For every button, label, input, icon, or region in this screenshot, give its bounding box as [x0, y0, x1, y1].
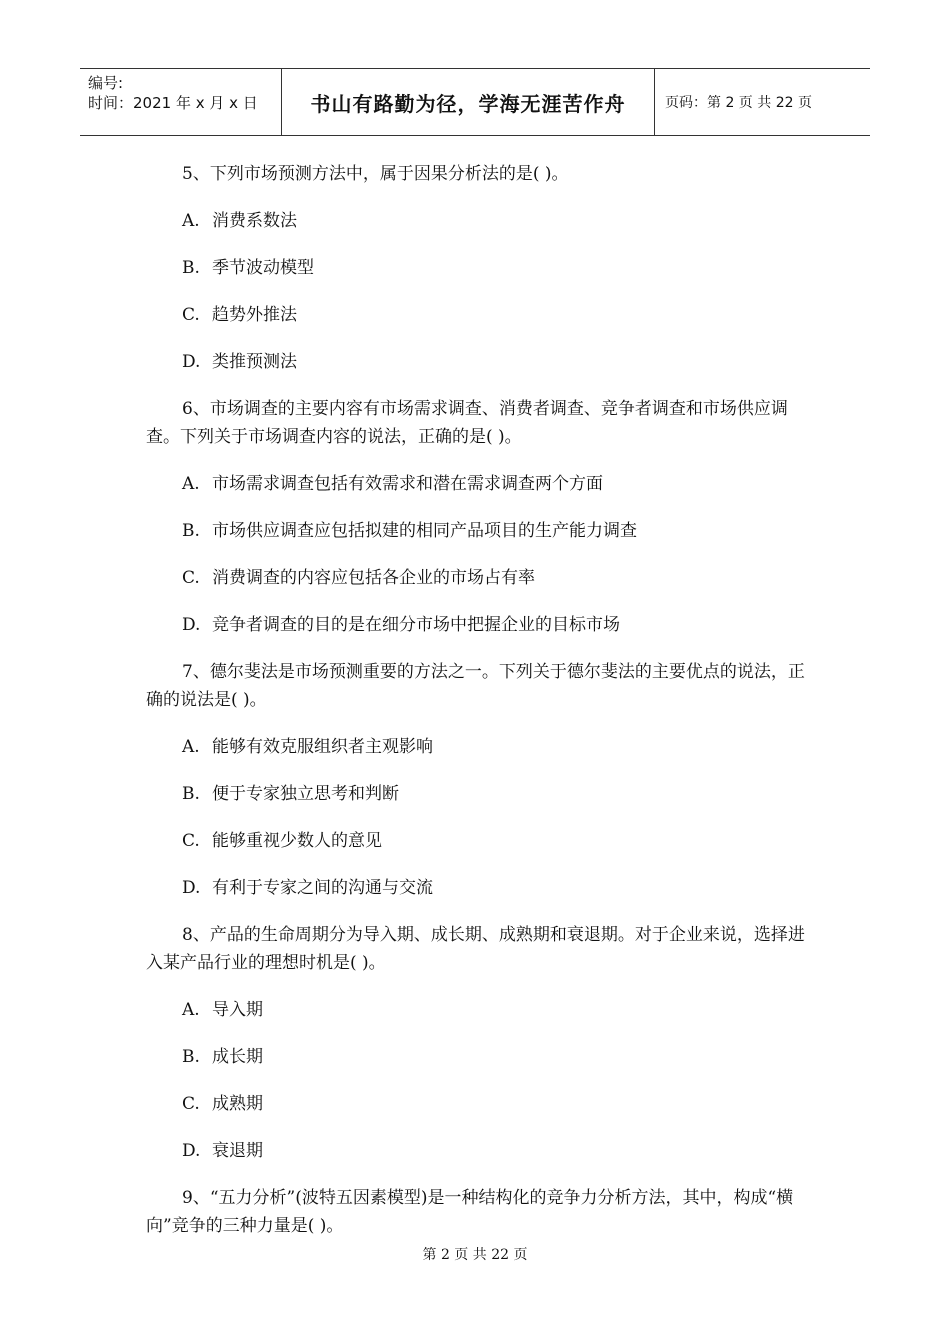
question-stem: 5、下列市场预测方法中，属于因果分析法的是( )。	[182, 164, 569, 184]
option-text: 便于专家独立思考和判断	[212, 784, 399, 804]
option-d	[146, 611, 816, 639]
option-letter: D.	[182, 352, 201, 372]
option-a	[146, 996, 816, 1024]
question-7	[146, 658, 816, 902]
option-d	[146, 1137, 816, 1165]
option-text: 季节波动模型	[212, 258, 314, 278]
question-8	[146, 921, 816, 1165]
option-letter: A.	[182, 211, 200, 231]
option-text: 成长期	[212, 1047, 263, 1067]
option-text: 趋势外推法	[212, 305, 297, 325]
option-d	[146, 348, 816, 376]
page-header	[80, 68, 870, 136]
option-text: 消费系数法	[212, 211, 297, 231]
option-letter: D.	[182, 1141, 201, 1161]
document-number-label: 编号:	[88, 74, 124, 92]
option-letter: D.	[182, 615, 201, 635]
document-body	[146, 150, 816, 1240]
header-motto: 书山有路勤为径，学海无涯苦作舟	[282, 69, 655, 135]
page-footer: 第 2 页 共 22 页	[422, 1247, 528, 1263]
option-letter: C.	[182, 831, 200, 851]
option-text: 能够重视少数人的意见	[212, 831, 382, 851]
option-letter: C.	[182, 1094, 200, 1114]
option-letter: B.	[182, 521, 200, 541]
header-info	[80, 69, 282, 135]
option-letter: B.	[182, 1047, 200, 1067]
question-9	[146, 1184, 816, 1240]
question-stem: 7、德尔斐法是市场预测重要的方法之一。下列关于德尔斐法的主要优点的说法，正确的说法是( )。	[146, 662, 805, 710]
option-letter: C.	[182, 568, 200, 588]
option-c	[146, 564, 816, 592]
option-text: 市场需求调查包括有效需求和潜在需求调查两个方面	[212, 474, 603, 494]
option-text: 成熟期	[212, 1094, 263, 1114]
question-stem: 9、“五力分析”(波特五因素模型)是一种结构化的竞争力分析方法，其中，构成“横向”竞争的三种力量是( )。	[146, 1188, 794, 1236]
option-text: 类推预测法	[212, 352, 297, 372]
option-letter: C.	[182, 305, 200, 325]
option-text: 导入期	[212, 1000, 263, 1020]
question-stem: 8、产品的生命周期分为导入期、成长期、成熟期和衰退期。对于企业来说，选择进入某产品行业的理想时机是( )。	[146, 925, 805, 973]
option-c	[146, 1090, 816, 1118]
option-letter: B.	[182, 258, 200, 278]
option-letter: A.	[182, 737, 200, 757]
option-text: 市场供应调查应包括拟建的相同产品项目的生产能力调查	[212, 521, 637, 541]
question-6	[146, 395, 816, 639]
header-page-indicator: 页码：第 2 页 共 22 页	[665, 95, 812, 111]
option-text: 有利于专家之间的沟通与交流	[212, 878, 433, 898]
question-stem: 6、市场调查的主要内容有市场需求调查、消费者调查、竞争者调查和市场供应调查。下列关于市场调查内容的说法，正确的是( )。	[146, 399, 788, 447]
document-date-label: 时间：2021 年 x 月 x 日	[88, 94, 258, 112]
option-a	[146, 733, 816, 761]
option-letter: A.	[182, 1000, 200, 1020]
option-a	[146, 207, 816, 235]
option-c	[146, 301, 816, 329]
option-letter: D.	[182, 878, 201, 898]
option-d	[146, 874, 816, 902]
option-text: 消费调查的内容应包括各企业的市场占有率	[212, 568, 535, 588]
option-b	[146, 517, 816, 545]
option-b	[146, 1043, 816, 1071]
option-b	[146, 254, 816, 282]
option-a	[146, 470, 816, 498]
option-b	[146, 780, 816, 808]
option-letter: B.	[182, 784, 200, 804]
option-text: 衰退期	[212, 1141, 263, 1161]
option-c	[146, 827, 816, 855]
question-5	[146, 160, 816, 376]
option-text: 能够有效克服组织者主观影响	[212, 737, 433, 757]
option-letter: A.	[182, 474, 200, 494]
option-text: 竞争者调查的目的是在细分市场中把握企业的目标市场	[212, 615, 620, 635]
